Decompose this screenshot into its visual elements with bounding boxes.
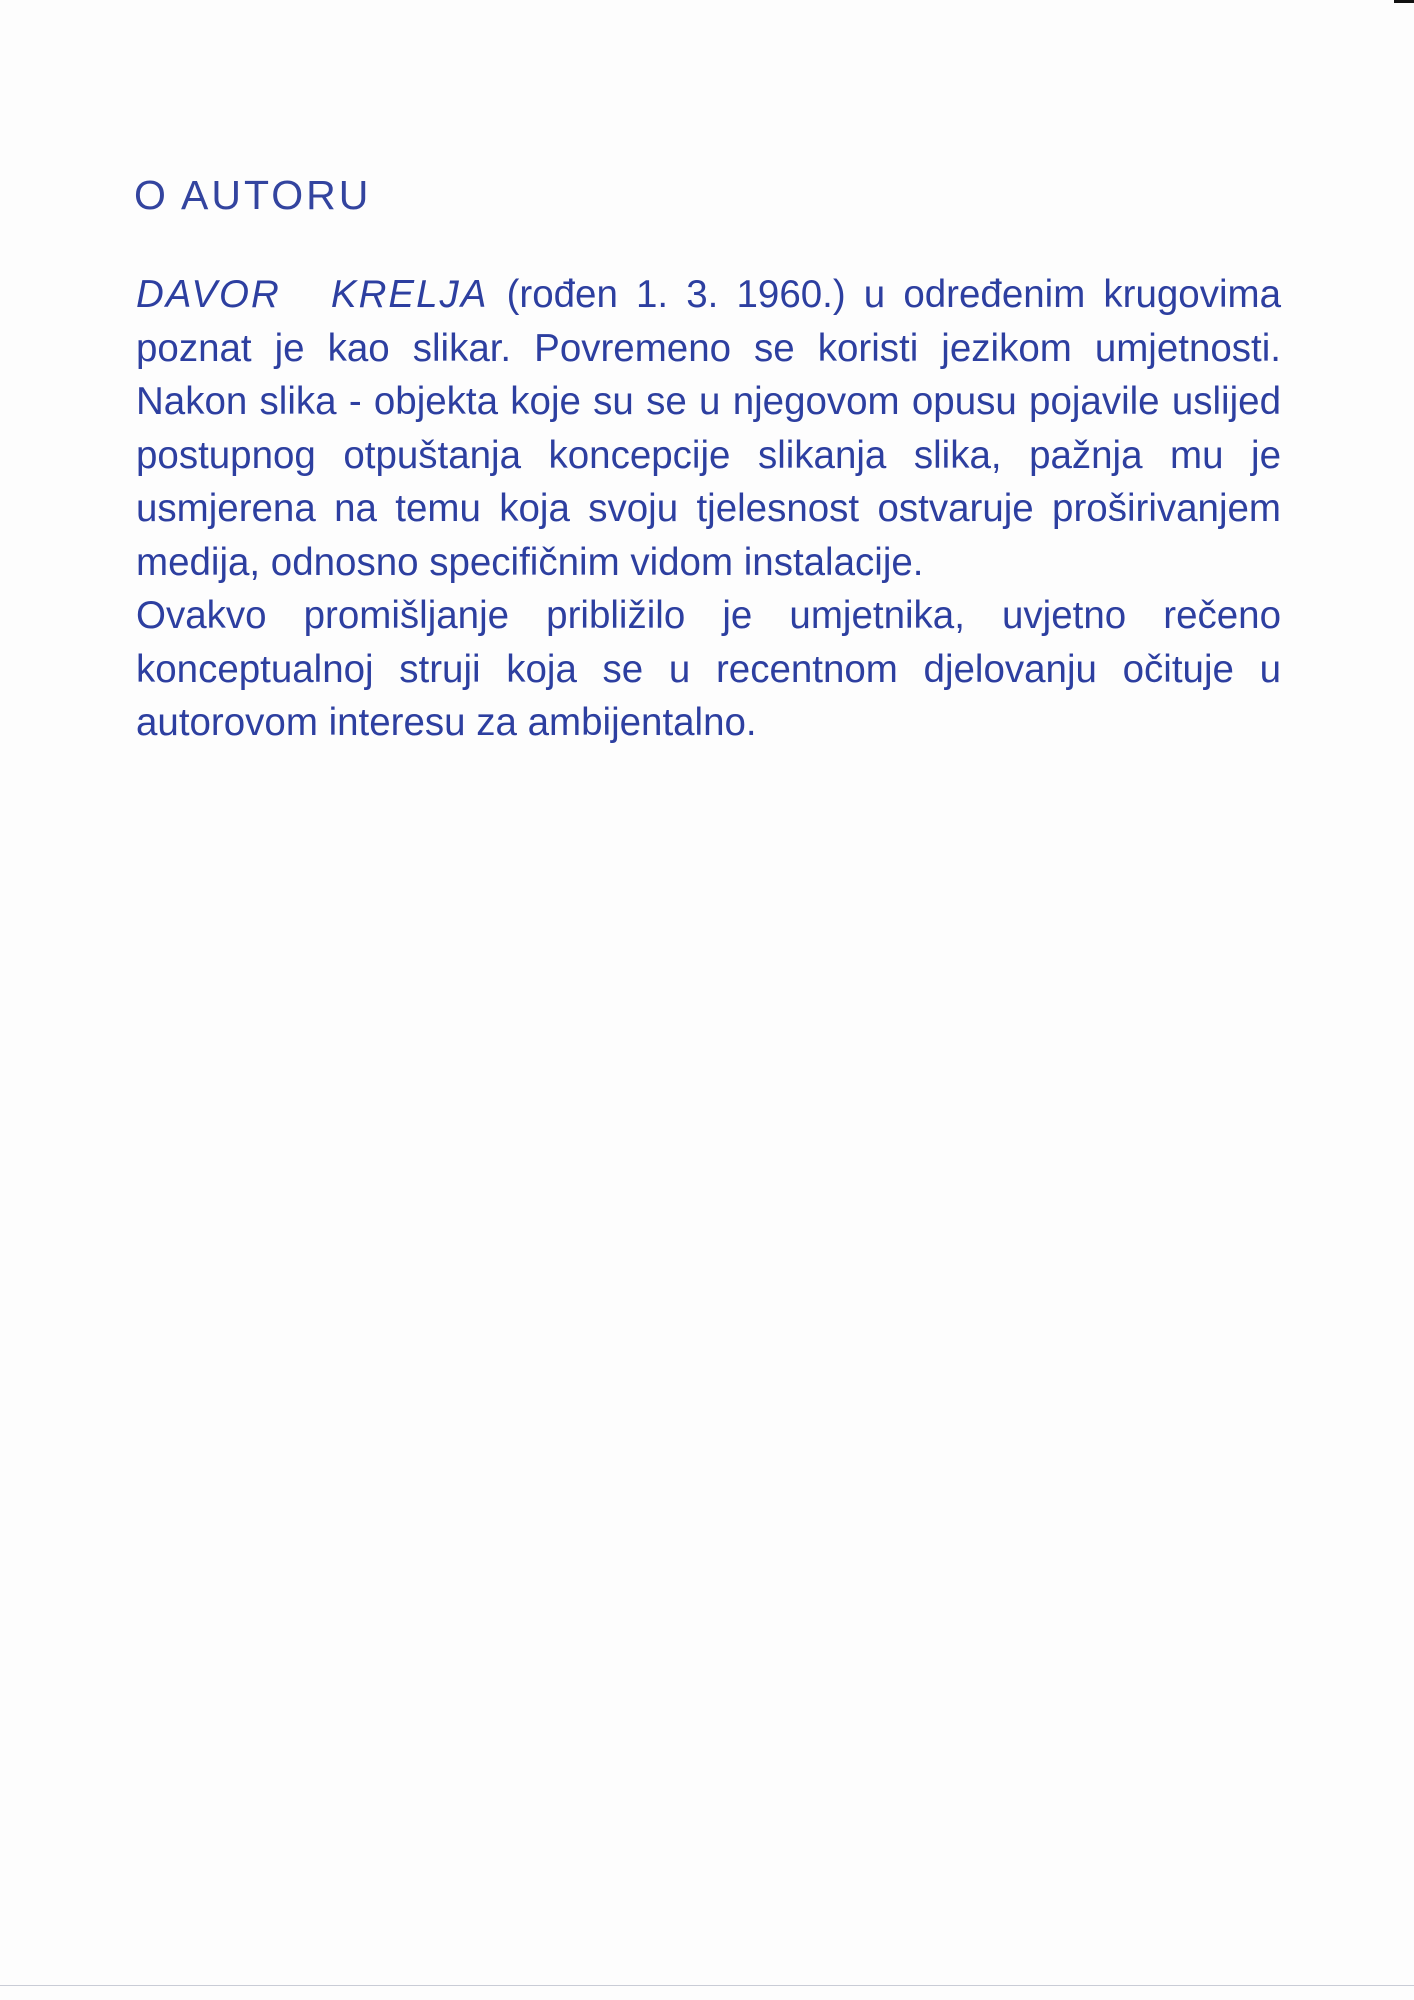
author-name: DAVOR KRELJA bbox=[136, 273, 489, 316]
bio-paragraph-1-text: (rođen 1. 3. 1960.) u određenim krugovima poznat je kao slikar. Povremeno se koristi jezikom umjetnosti. Nakon slika - objekta koje su se u njegovom opusu pojavile uslijed postupnog otpuštanja koncepcije slikanja slika, pažnja mu je usmjerena na temu koja svoju tjelesnost ostvaruje proširivanjem medija, odnosno specifičnim vidom instalacije. bbox=[136, 273, 1281, 584]
scan-bottom-edge bbox=[0, 1985, 1414, 1986]
section-heading: O AUTORU bbox=[134, 172, 372, 218]
bio-paragraph-2: Ovakvo promišljanje približilo je umjetnika, uvjetno rečeno konceptualnoj struji koja se u recentnom djelovanju očituje u autorovom interesu za ambijentalno. bbox=[136, 594, 1281, 744]
bio-paragraph-1 bbox=[136, 268, 1281, 589]
author-bio bbox=[136, 268, 1281, 750]
scan-corner-mark bbox=[1394, 0, 1414, 3]
